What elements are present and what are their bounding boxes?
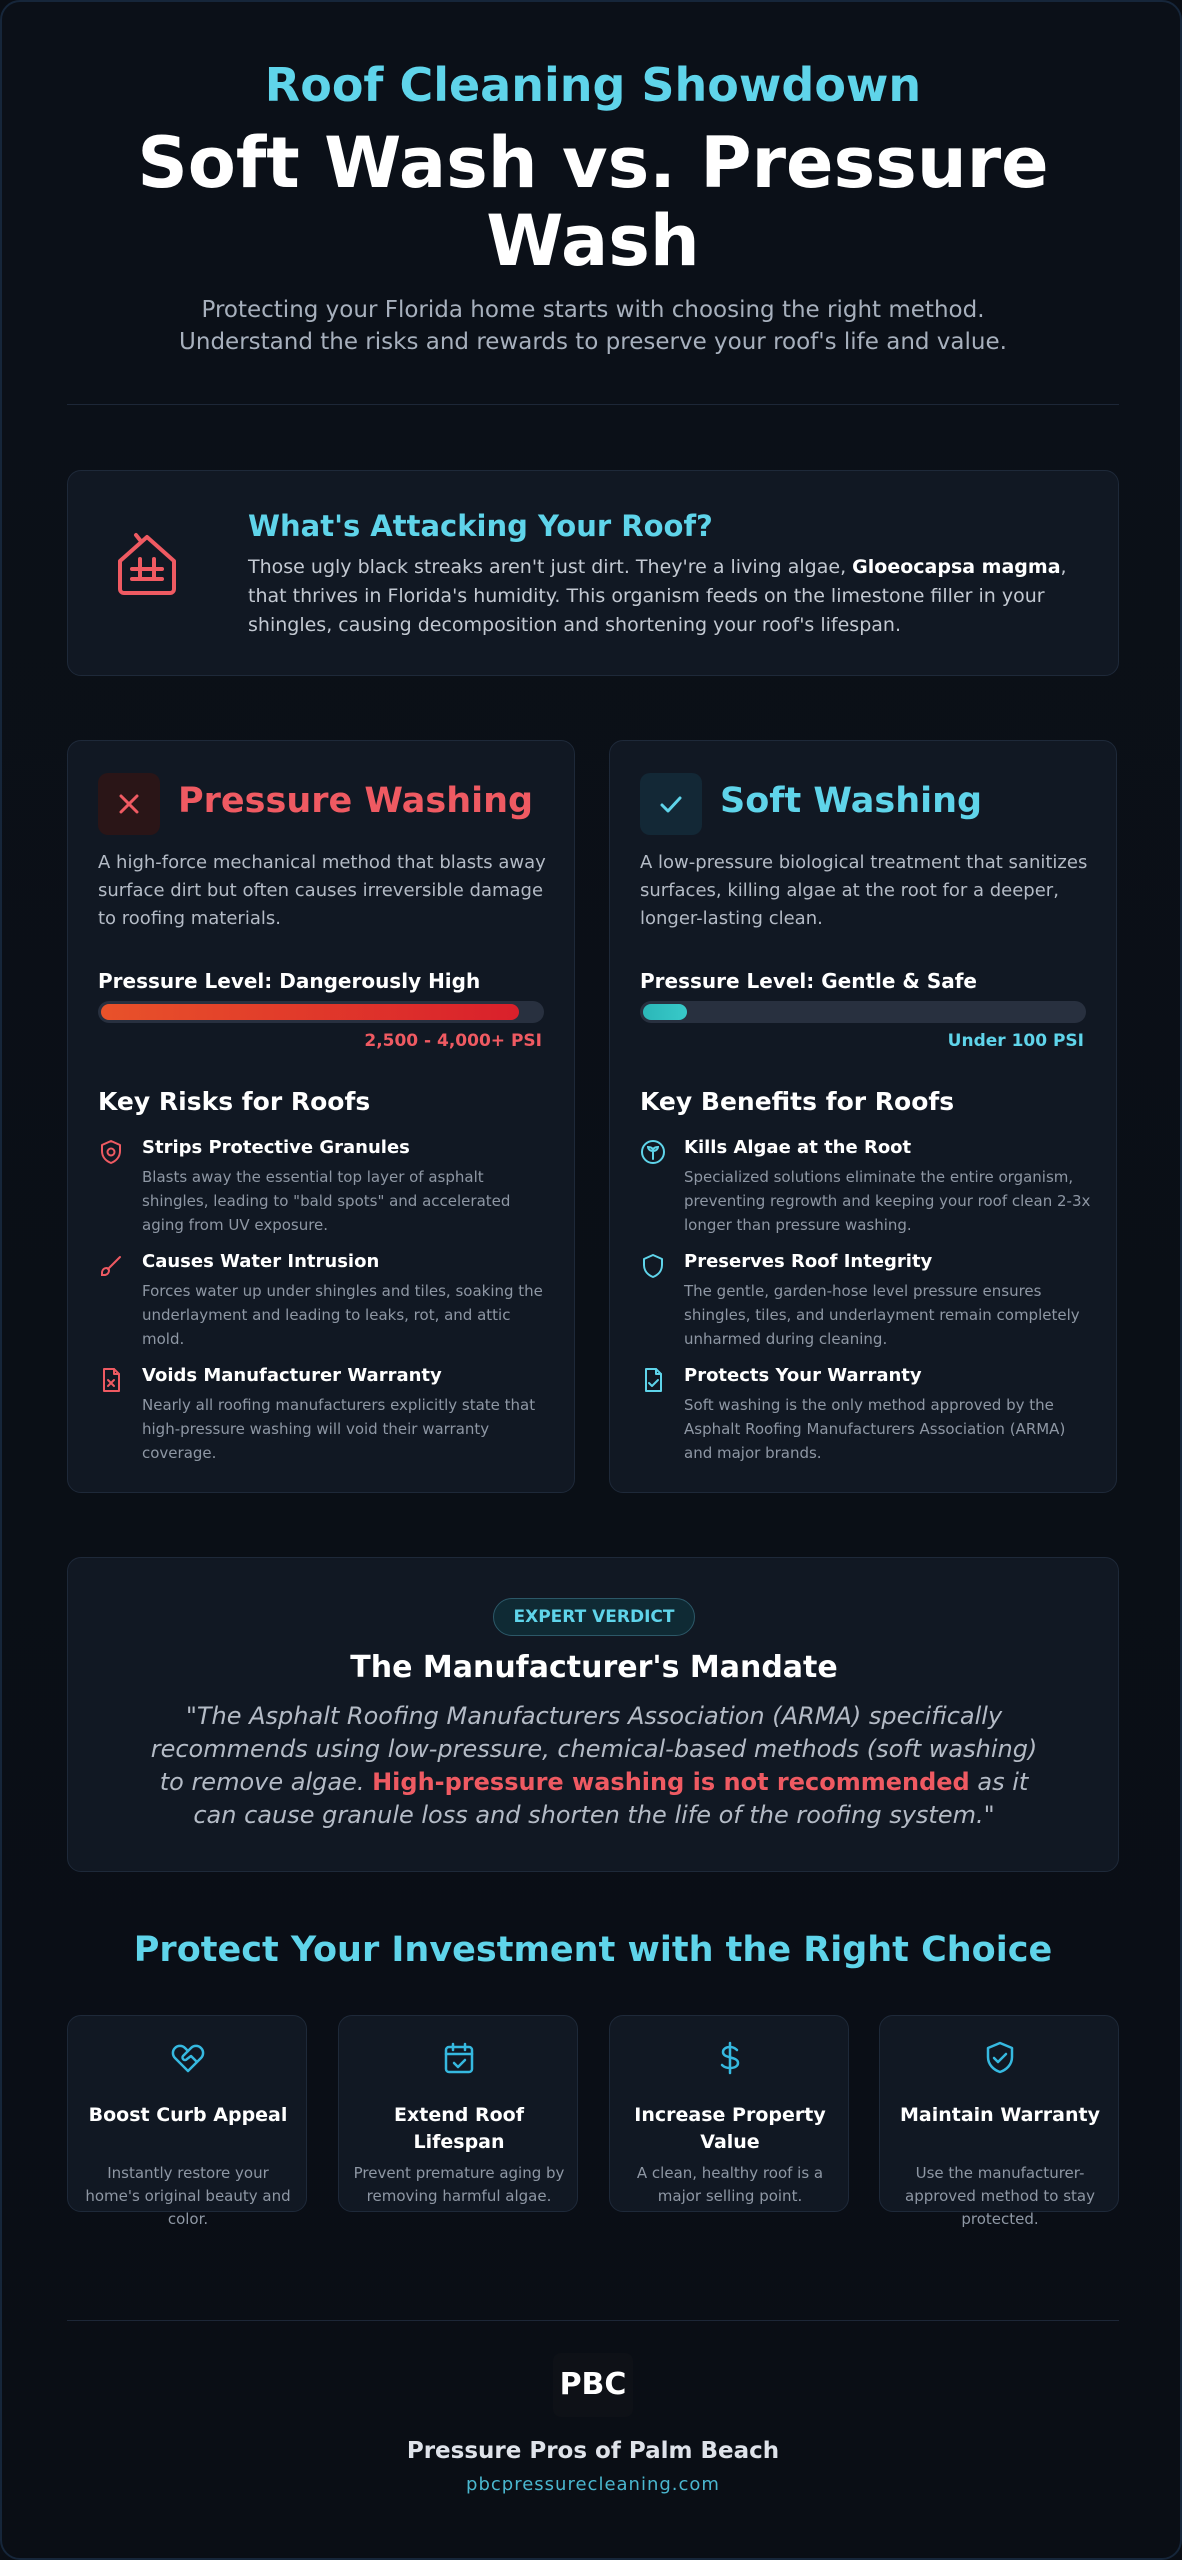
- pressure-level-label: Pressure Level: Dangerously High: [98, 969, 481, 993]
- verdict-pill: EXPERT VERDICT: [493, 1598, 695, 1636]
- company-url[interactable]: pbcpressurecleaning.com: [466, 2474, 720, 2495]
- risk-text: Forces water up under shingles and tiles, soaking the underlayment and leading to leaks, rot, and attic mold.: [142, 1282, 543, 1348]
- pressure-level-track: [98, 1001, 544, 1023]
- house-algae-icon: [110, 527, 184, 601]
- benefit-card-title: Increase Property Value: [634, 2104, 826, 2153]
- benefit-text: Soft washing is the only method approved by the Asphalt Roofing Manufacturers Association (ARMA) and major brands.: [684, 1396, 1066, 1462]
- risk-title: Causes Water Intrusion: [142, 1251, 380, 1272]
- file-check-icon: [640, 1367, 666, 1393]
- page-subtitle: Protecting your Florida home starts with choosing the right method. Understand the risks and rewards to preserve your roof's life and value.: [179, 297, 1007, 355]
- benefit-title: Preserves Roof Integrity: [684, 1251, 933, 1272]
- threat-text: Those ugly black streaks aren't just dirt. They're a living algae, Gloeocapsa magma, that thrives in Florida's humidity. This organism feeds on the limestone filler in your shingles, causing decomposition and shortening your roof's lifespan.: [248, 556, 1067, 636]
- benefit-card-text: Prevent premature aging by removing harmful algae.: [353, 2164, 565, 2205]
- verdict-title: The Manufacturer's Mandate: [350, 1650, 838, 1685]
- dollar-icon: [712, 2040, 748, 2076]
- risk-title: Voids Manufacturer Warranty: [142, 1365, 442, 1386]
- shield-check-icon: [982, 2040, 1018, 2076]
- algae-name: Gloeocapsa magma: [852, 556, 1061, 578]
- brush-icon: [98, 1253, 124, 1279]
- risks-title: Key Risks for Roofs: [98, 1087, 371, 1116]
- quote-highlight: High-pressure washing is not recommended: [372, 1768, 970, 1796]
- pressure-badge: [98, 773, 160, 835]
- benefit-card: [609, 2015, 849, 2212]
- benefit-card: [338, 2015, 578, 2212]
- file-x-icon: [98, 1367, 124, 1393]
- sprout-icon: [640, 1139, 666, 1165]
- threat-card: [67, 470, 1119, 676]
- benefit-title: Protects Your Warranty: [684, 1365, 922, 1386]
- benefit-card-text: Instantly restore your home's original beauty and color.: [85, 2164, 291, 2228]
- heart-handshake-icon: [170, 2040, 206, 2076]
- company-logo: PBC: [553, 2353, 633, 2417]
- x-icon: [115, 790, 143, 818]
- risk-text: Nearly all roofing manufacturers explicitly state that high-pressure washing will void their warranty coverage.: [142, 1396, 536, 1462]
- soft-description: A low-pressure biological treatment that sanitizes surfaces, killing algae at the root for a deeper, longer-lasting clean.: [640, 852, 1088, 929]
- shield-icon: [640, 1253, 666, 1279]
- check-icon: [657, 790, 685, 818]
- benefit-card-text: Use the manufacturer-approved method to stay protected.: [905, 2164, 1095, 2228]
- pressure-title: Pressure Washing: [178, 781, 534, 821]
- soft-level-fill: [643, 1004, 687, 1020]
- risk-title: Strips Protective Granules: [142, 1137, 410, 1158]
- threat-title: What's Attacking Your Roof?: [248, 509, 713, 543]
- benefit-text: The gentle, garden-hose level pressure ensures shingles, tiles, and underlayment remain completely unharmed during cleaning.: [684, 1282, 1080, 1348]
- benefits-title: Protect Your Investment with the Right Choice: [133, 1930, 1053, 1970]
- verdict-card: [67, 1557, 1119, 1872]
- benefit-card: [879, 2015, 1119, 2228]
- benefit-title: Kills Algae at the Root: [684, 1137, 912, 1158]
- soft-title: Soft Washing: [720, 781, 983, 821]
- soft-level-track: [640, 1001, 1086, 1023]
- header-kicker: Roof Cleaning Showdown: [264, 58, 922, 112]
- verdict-quote: "The Asphalt Roofing Manufacturers Association (ARMA) specifically recommends using low-pressure, chemical-based methods (soft washing) to remove algae. High-pressure washing is not recommended as it can cause granule loss and shorten the life of the roofing system.": [150, 1702, 1038, 1829]
- soft-badge: [640, 773, 702, 835]
- benefits-list-title: Key Benefits for Roofs: [640, 1087, 955, 1116]
- risk-text: Blasts away the essential top layer of asphalt shingles, leading to "bald spots" and accelerated aging from UV exposure.: [142, 1168, 511, 1234]
- header-divider: [67, 404, 1119, 405]
- benefit-card-title: Extend Roof Lifespan: [394, 2104, 524, 2153]
- calendar-check-icon: [441, 2040, 477, 2076]
- benefit-text: Specialized solutions eliminate the entire organism, preventing regrowth and keeping your roof clean 2-3x longer than pressure washing.: [684, 1168, 1091, 1234]
- benefit-card-title: Boost Curb Appeal: [88, 2104, 288, 2126]
- pressure-psi: 2,500 - 4,000+ PSI: [364, 1031, 542, 1051]
- soft-washing-card: [609, 740, 1117, 1493]
- shield-alert-icon: [98, 1139, 124, 1165]
- soft-psi: Under 100 PSI: [947, 1031, 1084, 1051]
- company-name: Pressure Pros of Palm Beach: [406, 2438, 780, 2464]
- pressure-level-fill: [101, 1004, 519, 1020]
- benefit-card: [67, 2015, 307, 2228]
- benefit-card-title: Maintain Warranty: [900, 2104, 1100, 2126]
- pressure-washing-card: [67, 740, 575, 1493]
- pressure-description: A high-force mechanical method that blasts away surface dirt but often causes irreversible damage to roofing materials.: [98, 852, 546, 929]
- page-title: Soft Wash vs. Pressure Wash: [137, 122, 1049, 282]
- soft-level-label: Pressure Level: Gentle & Safe: [640, 969, 977, 993]
- benefit-card-text: A clean, healthy roof is a major selling point.: [636, 2164, 824, 2205]
- footer-divider: [67, 2320, 1119, 2321]
